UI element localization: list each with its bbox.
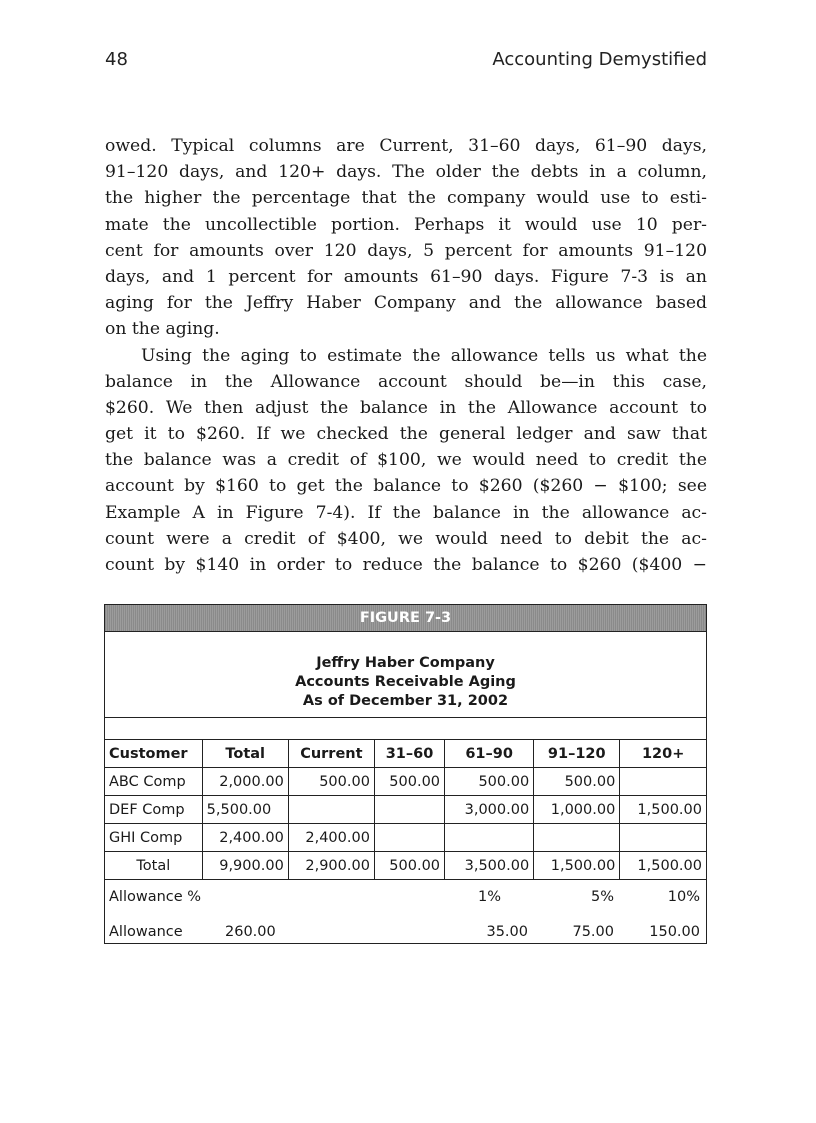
amount-cell bbox=[374, 796, 444, 824]
spacer-row bbox=[105, 718, 706, 740]
total-row bbox=[105, 852, 706, 880]
amount-cell: 5,500.00 bbox=[202, 796, 288, 824]
text-line: mate the uncollectible portion. Perhaps it would use 10 per- bbox=[105, 214, 707, 235]
allowance-percent-120: 10% bbox=[667, 889, 700, 905]
column-header: Total bbox=[202, 740, 288, 768]
table-row bbox=[105, 824, 706, 852]
running-head bbox=[105, 49, 707, 73]
body-text bbox=[105, 133, 707, 578]
text-line: count by $140 in order to reduce the balance to $260 ($400 − bbox=[105, 555, 707, 575]
text-line: Using the aging to estimate the allowance tells us what the bbox=[141, 345, 707, 366]
column-header: 61–90 bbox=[445, 740, 534, 768]
amount-cell: 1,500.00 bbox=[534, 852, 620, 880]
amount-cell: 9,900.00 bbox=[202, 852, 288, 880]
amount-cell bbox=[534, 824, 620, 852]
allowance-percent-91-120: 5% bbox=[590, 889, 614, 905]
allowance-block bbox=[105, 880, 706, 950]
allowance-row bbox=[105, 915, 706, 950]
amount-cell: 2,000.00 bbox=[202, 768, 288, 796]
column-header: 31–60 bbox=[374, 740, 444, 768]
text-line: on the aging. bbox=[105, 319, 220, 340]
allowance-percent-label: Allowance % bbox=[109, 889, 202, 905]
amount-cell: 2,400.00 bbox=[202, 824, 288, 852]
text-line: cent for amounts over 120 days, 5 percent for amounts 91–120 bbox=[105, 240, 707, 261]
text-line: the higher the percentage that the company would use to esti- bbox=[105, 188, 707, 209]
aging-table bbox=[105, 740, 706, 880]
amount-cell: 1,500.00 bbox=[620, 852, 706, 880]
allowance-percent-row bbox=[105, 880, 706, 915]
report-date: As of December 31, 2002 bbox=[302, 693, 509, 709]
column-header: 120+ bbox=[620, 740, 706, 768]
amount-cell: 1,000.00 bbox=[534, 796, 620, 824]
allowance-total: 260.00 bbox=[225, 924, 276, 940]
text-line: balance in the Allowance account should be—in this case, bbox=[105, 371, 707, 392]
allowance-61-90: 35.00 bbox=[486, 924, 528, 940]
column-header: Current bbox=[288, 740, 374, 768]
text-line: count were a credit of $400, we would need to debit the ac- bbox=[105, 528, 707, 549]
amount-cell: 2,400.00 bbox=[288, 824, 374, 852]
text-line: get it to $260. If we checked the general ledger and saw that bbox=[105, 424, 707, 445]
figure-7-3 bbox=[104, 604, 707, 944]
amount-cell bbox=[374, 824, 444, 852]
customer-cell: ABC Comp bbox=[105, 768, 202, 796]
customer-cell: GHI Comp bbox=[105, 824, 202, 852]
amount-cell: 500.00 bbox=[534, 768, 620, 796]
book-title: Accounting Demystified bbox=[492, 49, 707, 70]
text-line: 91–120 days, and 120+ days. The older the debts in a column, bbox=[105, 162, 707, 183]
company-name: Jeffry Haber Company bbox=[316, 655, 495, 671]
allowance-percent-61-90: 1% bbox=[477, 889, 501, 905]
text-line: the balance was a credit of $100, we would need to credit the bbox=[105, 450, 707, 471]
amount-cell: 500.00 bbox=[445, 768, 534, 796]
text-line: $260. We then adjust the balance in the Allowance account to bbox=[105, 397, 707, 418]
page-number: 48 bbox=[105, 49, 128, 70]
figure-label: FIGURE 7-3 bbox=[105, 605, 706, 632]
amount-cell bbox=[620, 768, 706, 796]
table-header-row bbox=[105, 740, 706, 768]
text-line: days, and 1 percent for amounts 61–90 days. Figure 7-3 is an bbox=[105, 266, 707, 287]
table-row bbox=[105, 796, 706, 824]
report-title: Accounts Receivable Aging bbox=[295, 674, 516, 690]
allowance-120: 150.00 bbox=[649, 924, 700, 940]
amount-cell: 500.00 bbox=[374, 852, 444, 880]
text-line: account by $160 to get the balance to $260 ($260 − $100; see bbox=[105, 476, 707, 497]
column-header: 91–120 bbox=[534, 740, 620, 768]
table-row bbox=[105, 768, 706, 796]
amount-cell bbox=[620, 824, 706, 852]
allowance-label: Allowance bbox=[109, 924, 183, 940]
text-line: Example A in Figure 7-4). If the balance in the allowance ac- bbox=[105, 502, 707, 523]
text-line: aging for the Jeffry Haber Company and the allowance based bbox=[105, 293, 707, 314]
amount-cell: 2,900.00 bbox=[288, 852, 374, 880]
figure-titles bbox=[105, 632, 706, 718]
total-label: Total bbox=[105, 852, 202, 880]
amount-cell bbox=[445, 824, 534, 852]
amount-cell: 3,500.00 bbox=[445, 852, 534, 880]
allowance-91-120: 75.00 bbox=[572, 924, 614, 940]
text-line: owed. Typical columns are Current, 31–60 days, 61–90 days, bbox=[105, 136, 707, 156]
column-header: Customer bbox=[105, 740, 202, 768]
amount-cell bbox=[288, 796, 374, 824]
customer-cell: DEF Comp bbox=[105, 796, 202, 824]
amount-cell: 3,000.00 bbox=[445, 796, 534, 824]
amount-cell: 1,500.00 bbox=[620, 796, 706, 824]
amount-cell: 500.00 bbox=[374, 768, 444, 796]
amount-cell: 500.00 bbox=[288, 768, 374, 796]
